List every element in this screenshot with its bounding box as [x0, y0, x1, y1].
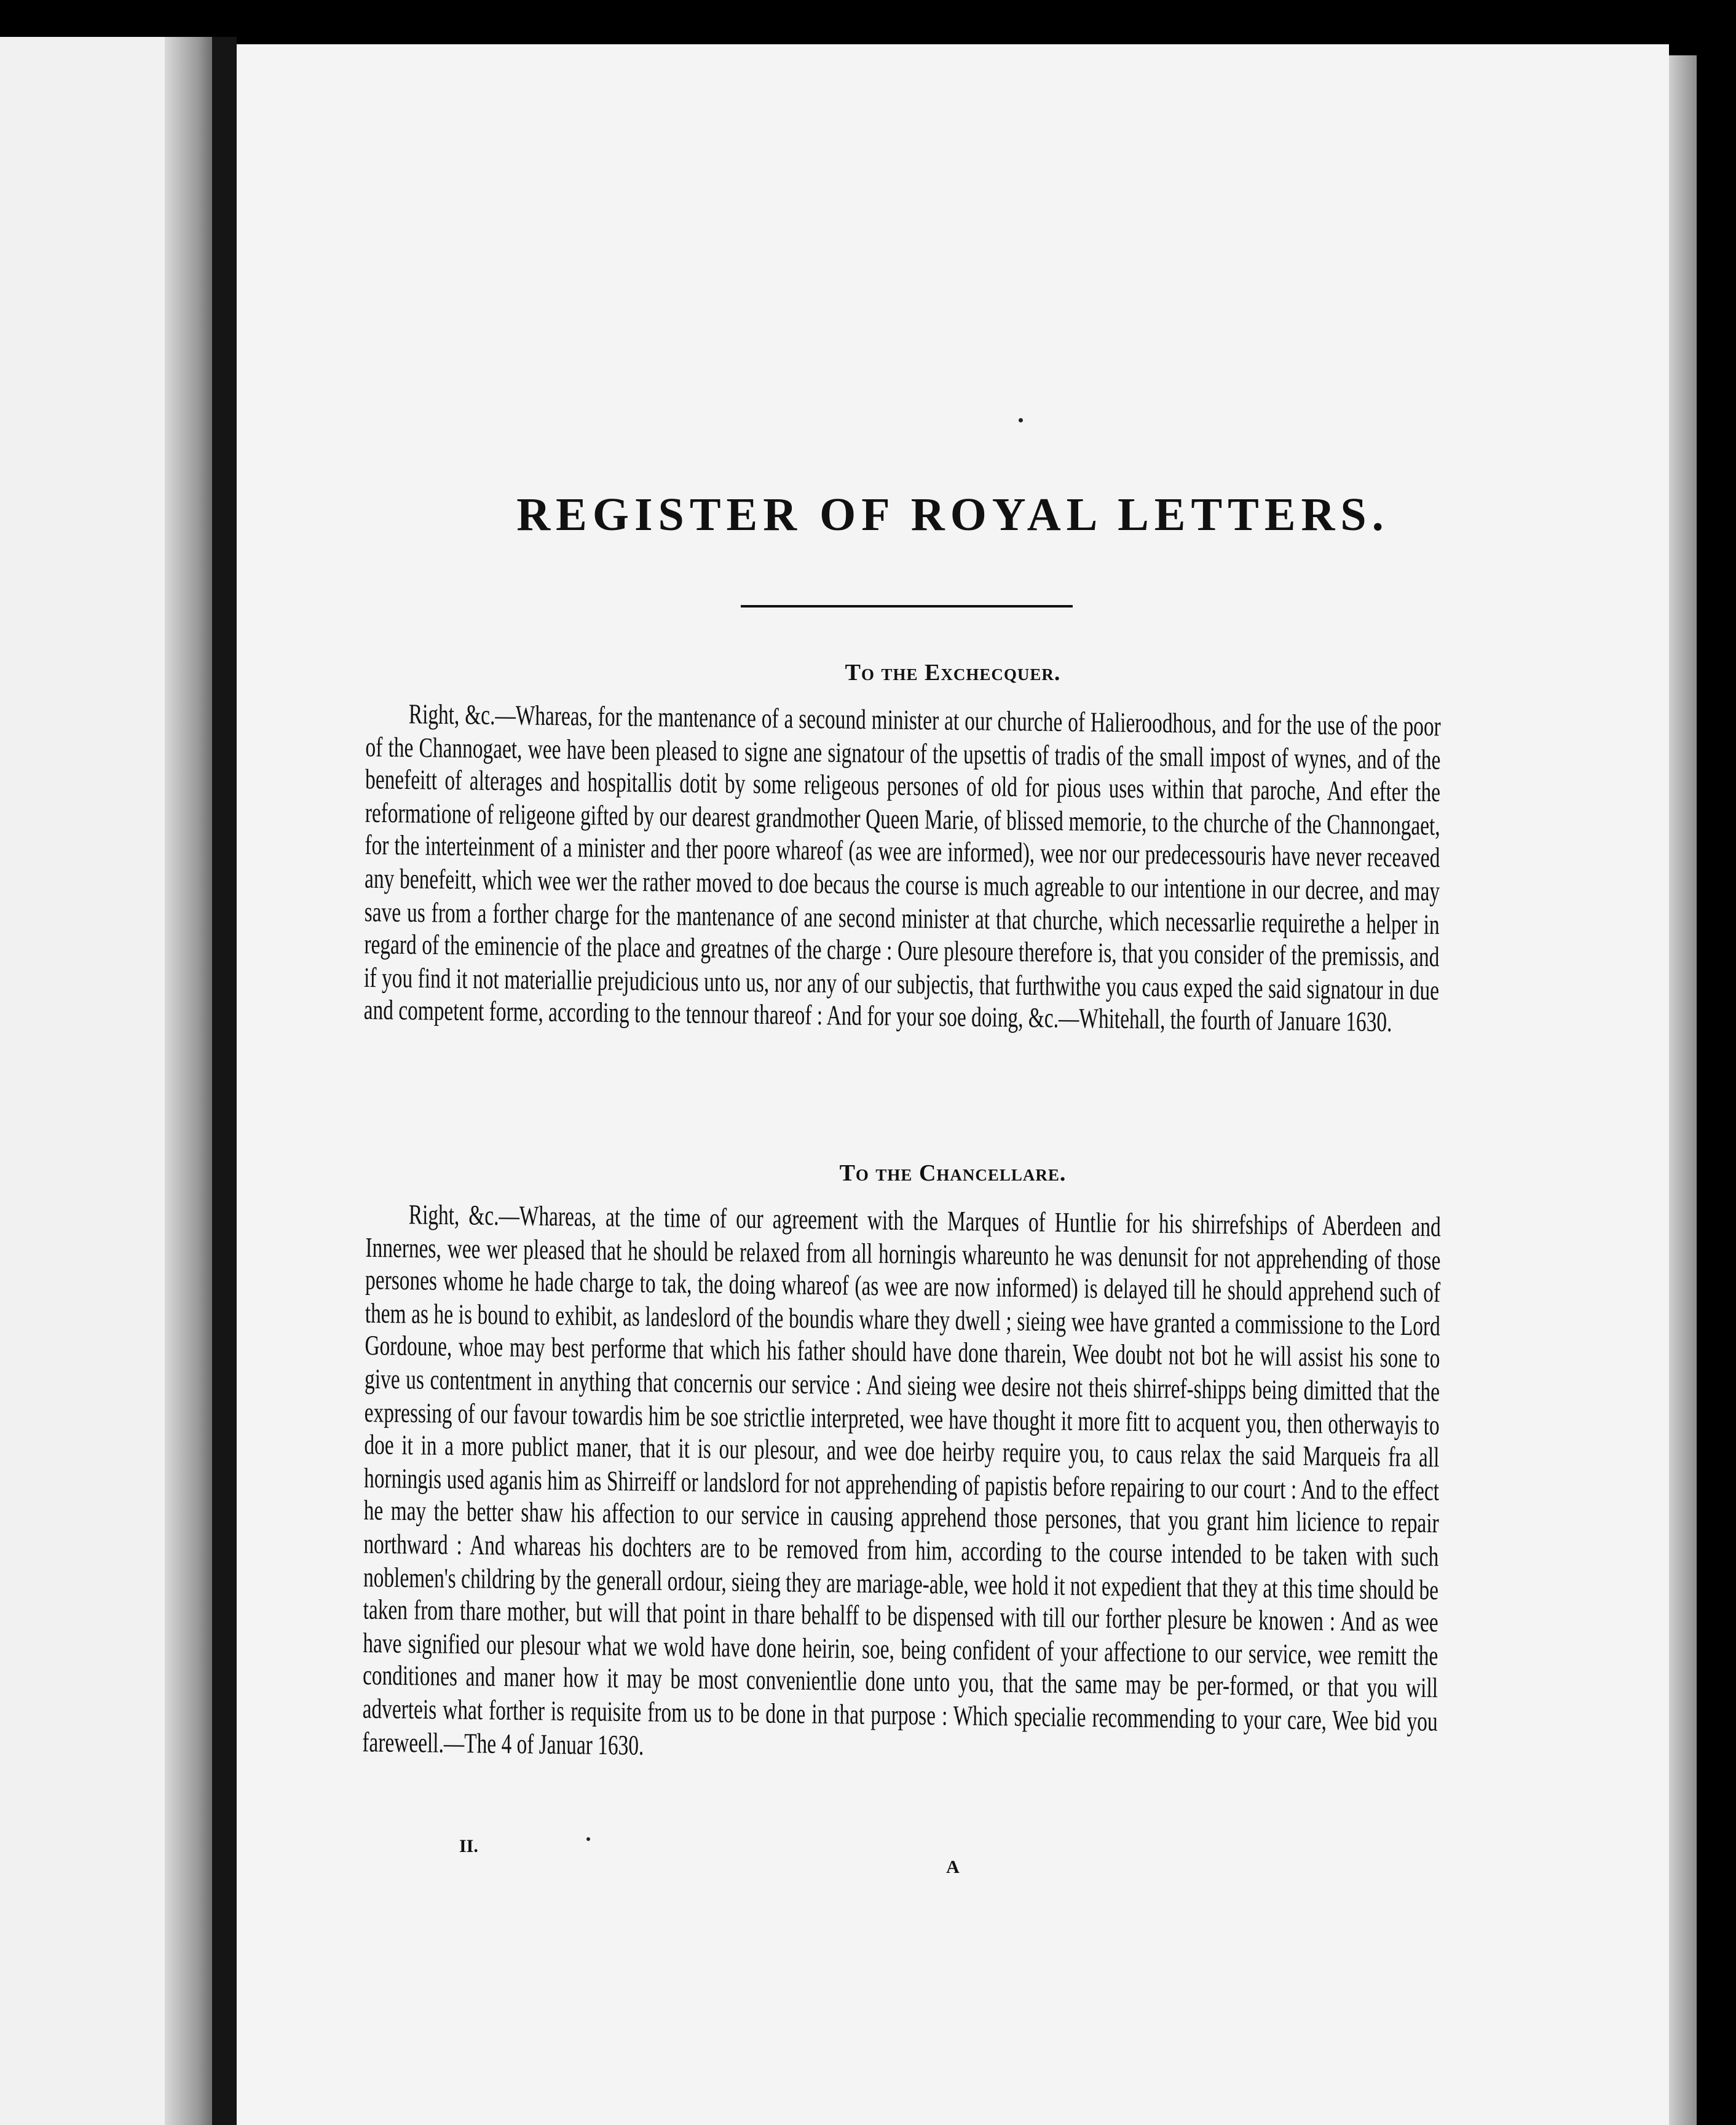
volume-number: II. — [459, 1836, 478, 1856]
letter-heading-exchecquer: To the Exchecquer. — [845, 660, 1061, 686]
title-rule — [741, 605, 1073, 607]
facing-page-shadow — [165, 37, 212, 2125]
page-edge-shadow — [1669, 55, 1697, 2125]
scan-speck — [586, 1837, 590, 1841]
scan-border — [1697, 0, 1736, 2125]
document-page — [237, 44, 1669, 2125]
letter-heading-chancellare: To the Chancellare. — [839, 1160, 1067, 1186]
book-gutter — [212, 37, 237, 2125]
scan-speck — [1019, 418, 1023, 422]
letter-body-chancellare: Right, &c.—Whareas, at the time of our agreement with the Marques of Huntlie for his shirrefships of Aberdeen and Innernes, wee wer pleased that he should be relaxed from all horningis whareunto he was denunsit for not apprehending of those persones whome he hade charge to tak, the doing whareof (as wee are now informed) is delayed till he should apprehend such of them as he is bound to exhibit, as landeslord of the boundis whare they dwell ; sieing wee have granted a commissione to the Lord Gordoune, whoe may best performe that which his father should have done tharein, Wee doubt not bot he will assist his sone to give us contentment in anything that concernis our service : And sieing wee desire not theis shirref-shipps being dimitted that the expressing of our favour towardis him be soe strictlie interpreted, wee have thought it more fitt to acquent you, then otherwayis to doe it in a more publict maner, that it is our plesour, and wee doe heirby require you, to caus relax the said Marqueis fra all horningis used aganis him as Shirreiff or landslord for not apprehending of papistis before repairing to our court : And to the effect he may the better shaw his affection to our service in causing apprehend those persones, that you grant him licience to repair northward : And whareas his dochters are to be removed from him, according to the course intended to be taken with such noblemen's childring by the generall ordour, sieing they are mariage-able, wee hold it not expedient that they at this time should be taken from thare mother, but will that point in thare behalff to be dispensed with till our forther plesure be knowen : And as wee have signified our plesour what we wold have done heirin, soe, being confident of your affectione to our service, wee remitt the conditiones and maner how it may be most convenientlie done unto you, that the same may be per-formed, or that you will adverteis what forther is requisite from us to be done in that purpose : Which specialie recommending to your care, Wee bid you fareweell.—The 4 of Januar 1630. — [362, 1198, 1441, 1761]
page-title: REGISTER OF ROYAL LETTERS. — [516, 489, 1389, 540]
letter-body-exchecquer: Right, &c.—Whareas, for the mantenance of a secound minister at our churche of Halieroodhous, and for the use of the poor of the Channogaet, wee have been pleased to signe ane signatour of the upsettis of tradis of the small impost of wynes, and of the benefeitt of alterages and hospitallis dotit by some religeous persones of old for pious uses within that paroche, And efter the reformatione of religeone gifted by our dearest grandmother Queen Marie, of blissed memorie, to the churche of the Channongaet, for the interteinment of a minister and ther poore whareof (as wee are informed), wee nor our predecessouris have never receaved any benefeitt, which wee wer the rather moved to doe becaus the course is much agreable to our intentione in our decree, and may save us from a forther charge for the mantenance of ane second minister at that churche, which necessarlie requirethe a helper in regard of the eminencie of the place and greatnes of the charge : Oure plesoure therefore is, that you consider of the premissis, and if you find it not materiallie prejudicious unto us, nor any of our subjectis, that furthwithe you caus exped the said signatour in due and competent forme, according to the tennour thareof : And for your soe doing, &c.—Whitehall, the fourth of Januare 1630. — [363, 697, 1441, 1039]
signature-mark: A — [946, 1857, 960, 1877]
